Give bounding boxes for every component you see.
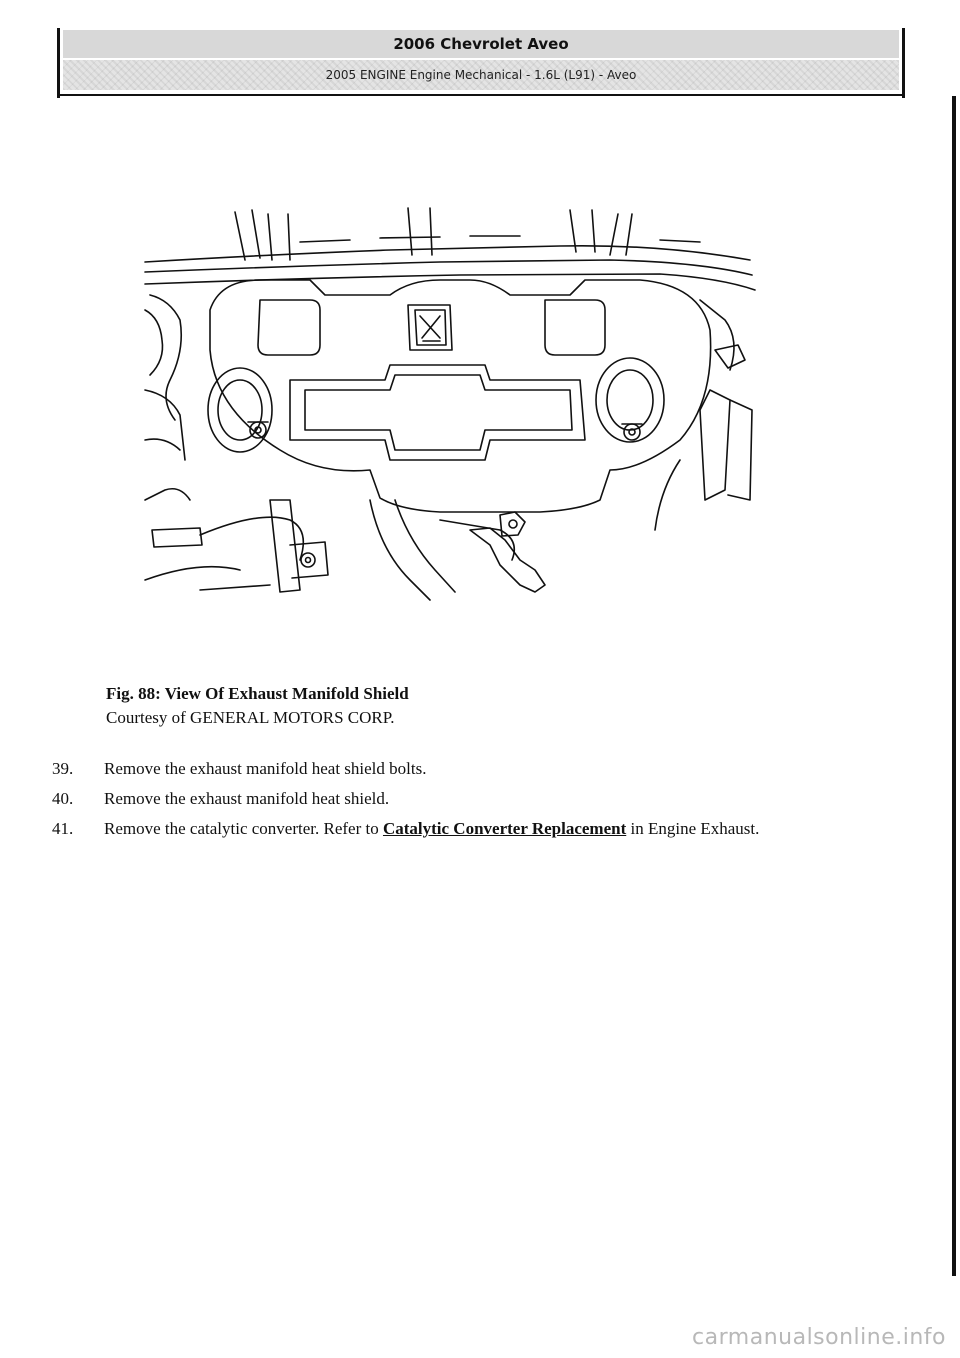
step-text-before: Remove the catalytic converter. Refer to: [104, 819, 383, 838]
header-rule: [60, 94, 902, 96]
watermark-text: carmanualsonline.info: [692, 1325, 946, 1350]
header-right-border: [902, 28, 905, 98]
step-text-after: in Engine Exhaust.: [626, 819, 760, 838]
header-left-border: [57, 28, 60, 98]
step-number: 41.: [52, 819, 74, 838]
procedure-steps: [52, 756, 912, 846]
figure-caption: [106, 682, 409, 730]
step-40: [52, 786, 912, 812]
figure-title: Fig. 88: View Of Exhaust Manifold Shield: [106, 684, 409, 703]
step-number: 40.: [52, 789, 74, 808]
figure-credit: Courtesy of GENERAL MOTORS CORP.: [106, 708, 395, 727]
step-text: Remove the exhaust manifold heat shield bolts.: [104, 759, 427, 778]
step-text: [104, 816, 912, 842]
step-number: 39.: [52, 759, 74, 778]
page-right-border: [952, 96, 956, 1276]
header-subtitle: 2005 ENGINE Engine Mechanical - 1.6L (L91) - Aveo: [63, 60, 899, 90]
header-title: 2006 Chevrolet Aveo: [63, 30, 899, 58]
step-39: [52, 756, 912, 782]
step-41: [52, 816, 912, 842]
step-text: Remove the exhaust manifold heat shield.: [104, 789, 390, 808]
catalytic-converter-replacement-link[interactable]: Catalytic Converter Replacement: [382, 819, 627, 838]
page-header: [57, 28, 905, 98]
exhaust-manifold-shield-figure: [140, 200, 760, 620]
